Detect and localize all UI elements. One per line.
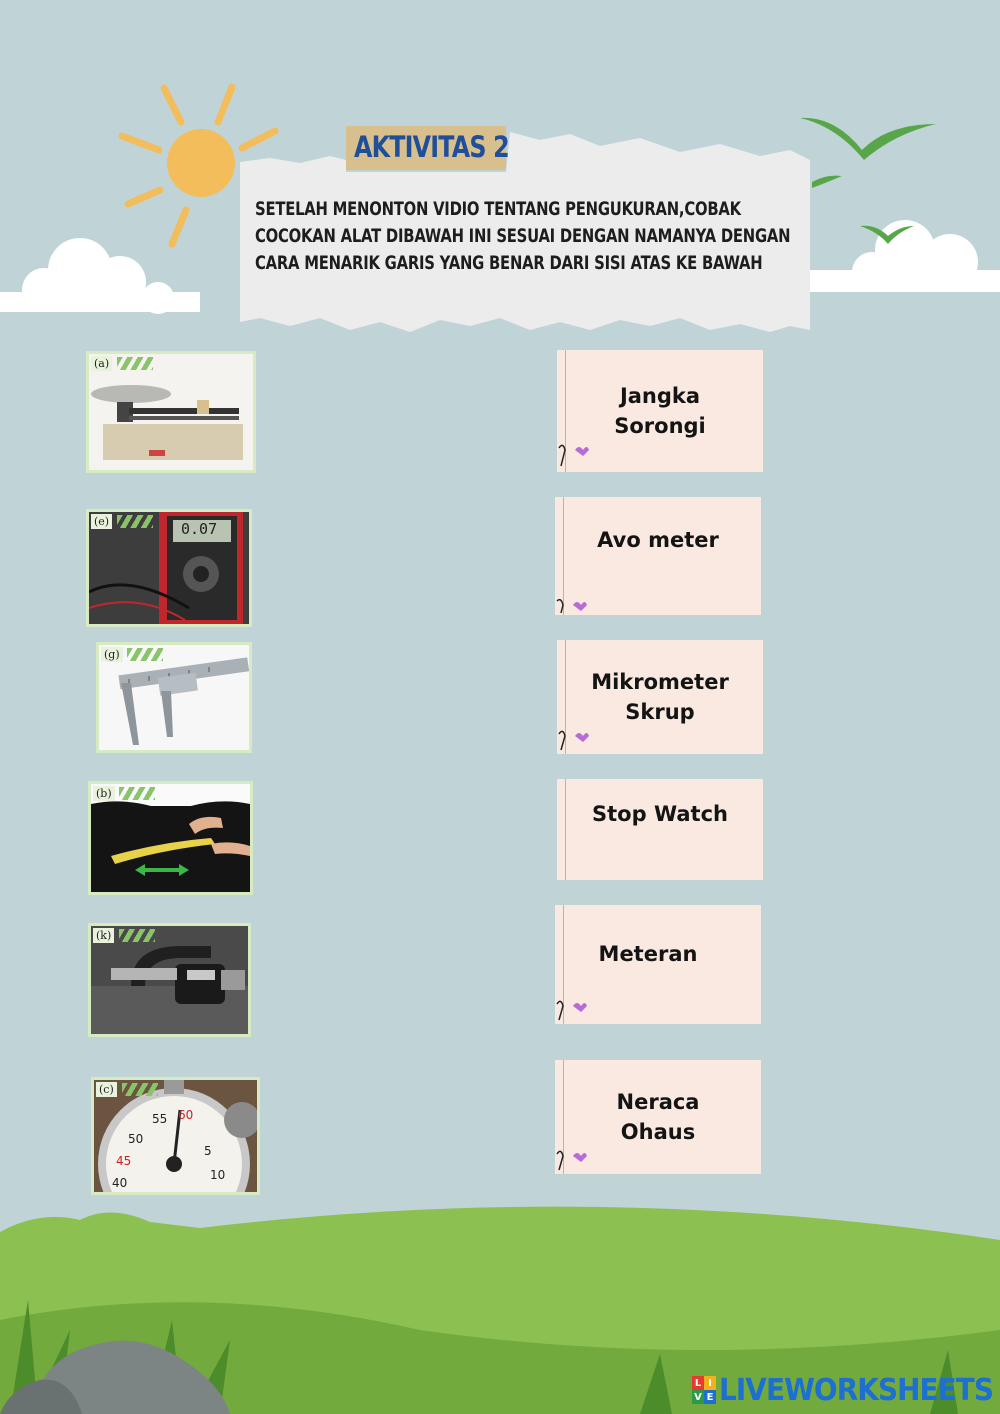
photo-label: (a) bbox=[91, 356, 112, 371]
activity-tag bbox=[346, 126, 509, 170]
heart-doodle-icon bbox=[557, 442, 597, 470]
answer-card-mikrometer-skrup[interactable] bbox=[557, 640, 763, 754]
liveworksheets-logo[interactable] bbox=[692, 1372, 1000, 1408]
activity-title: AKTIVITAS 2 bbox=[354, 130, 509, 164]
badge-letter: L bbox=[692, 1376, 704, 1390]
badge-letter: I bbox=[704, 1376, 716, 1390]
answer-card-meteran[interactable] bbox=[555, 905, 761, 1024]
badge-letter: E bbox=[704, 1390, 716, 1404]
badge-letter: V bbox=[692, 1390, 704, 1404]
photo-stripes bbox=[119, 787, 155, 800]
heart-doodle-icon bbox=[555, 1148, 595, 1172]
micrometer-screw-icon bbox=[91, 926, 248, 1034]
photo-stripes bbox=[117, 357, 153, 370]
answer-card-neraca-ohaus[interactable] bbox=[555, 1060, 761, 1174]
multimeter-display: 0.07 bbox=[181, 520, 218, 538]
answer-card-jangka-sorongi[interactable] bbox=[557, 350, 763, 472]
heart-doodle-icon bbox=[555, 998, 595, 1022]
dial-number: 10 bbox=[210, 1168, 226, 1182]
photo-label: (e) bbox=[91, 514, 112, 529]
dial-number: 50 bbox=[128, 1132, 144, 1146]
heart-doodle-icon bbox=[555, 599, 595, 613]
answer-card-label: Stop Watch bbox=[592, 802, 728, 826]
cloud-left-icon bbox=[0, 238, 200, 314]
photo-label: (k) bbox=[93, 928, 114, 943]
dial-number: 55 bbox=[152, 1112, 168, 1126]
photo-caliper[interactable] bbox=[96, 642, 252, 753]
photo-stripes bbox=[117, 515, 153, 528]
logo-text: LIVEWORKSHEETS bbox=[719, 1372, 994, 1408]
cloud-right-icon bbox=[810, 220, 1000, 292]
photo-label: (c) bbox=[96, 1082, 117, 1097]
photo-measuring-tape[interactable] bbox=[88, 781, 253, 895]
answer-card-label: Jangka Sorongi bbox=[614, 384, 706, 438]
answer-card-label: Meteran bbox=[598, 942, 698, 966]
answer-card-label: Mikrometer Skrup bbox=[591, 670, 729, 724]
photo-stripes bbox=[122, 1083, 158, 1096]
photo-balance[interactable] bbox=[86, 351, 256, 473]
photo-multimeter[interactable] bbox=[86, 509, 252, 627]
photo-stopwatch[interactable] bbox=[91, 1077, 260, 1195]
dial-number: 60 bbox=[178, 1108, 194, 1122]
answer-card-label: Avo meter bbox=[597, 528, 719, 552]
activity-instructions: SETELAH MENONTON VIDIO TENTANG PENGUKURAN,COBAK COCOKAN ALAT DIBAWAH INI SESUAI DENGAN NAMANYA DENGAN CARA MENARIK GARIS YANG BENAR DARI SISI ATAS KE BAWAH bbox=[255, 198, 791, 274]
triple-beam-balance-icon bbox=[89, 354, 253, 470]
multimeter-icon bbox=[89, 512, 249, 624]
dial-number: 5 bbox=[204, 1144, 212, 1158]
measuring-tape-icon bbox=[91, 784, 250, 892]
photo-stripes bbox=[127, 648, 163, 661]
answer-card-stop-watch[interactable] bbox=[557, 779, 763, 880]
answer-card-label: Neraca Ohaus bbox=[616, 1090, 700, 1144]
photo-label: (b) bbox=[93, 786, 115, 801]
answer-card-avo-meter[interactable] bbox=[555, 497, 761, 615]
dial-number: 40 bbox=[112, 1176, 128, 1190]
live-badge-icon bbox=[692, 1376, 716, 1404]
stopwatch-dial bbox=[94, 1080, 257, 1192]
photo-micrometer[interactable] bbox=[88, 923, 251, 1037]
photo-label: (g) bbox=[101, 647, 123, 662]
heart-doodle-icon bbox=[557, 728, 597, 752]
photo-stripes bbox=[119, 929, 155, 942]
dial-number: 45 bbox=[116, 1154, 132, 1168]
